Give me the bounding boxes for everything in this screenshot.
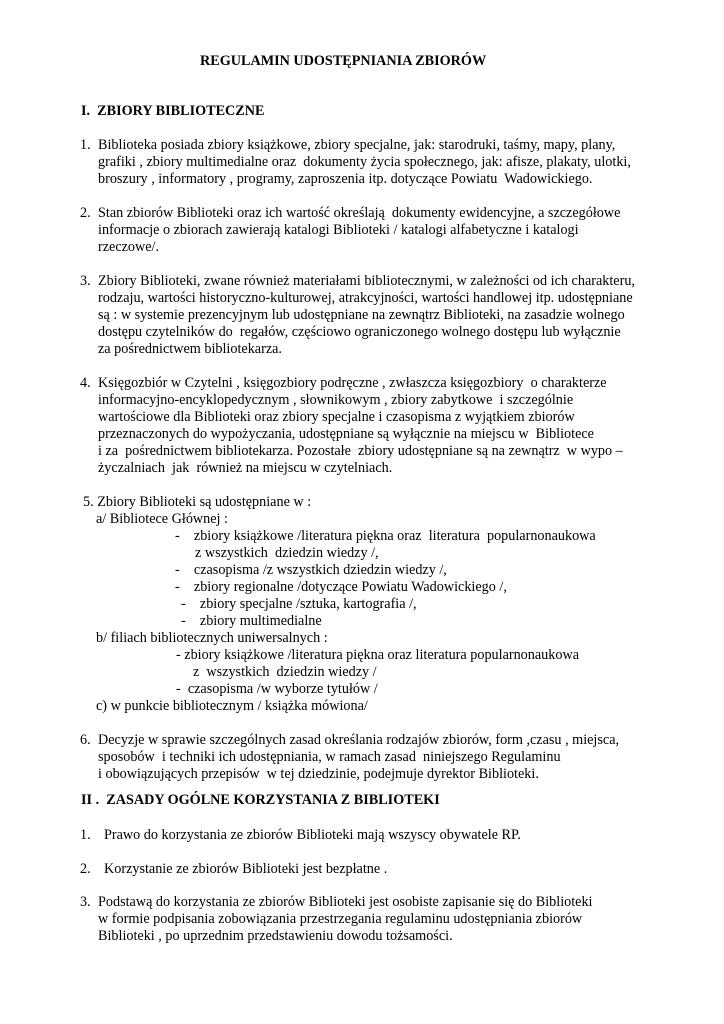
paragraph-line: życzalniach jak również na miejscu w czytelniach. <box>98 460 393 476</box>
page-title: REGULAMIN UDOSTĘPNIANIA ZBIORÓW <box>200 53 487 69</box>
sublist-item: - zbiory regionalne /dotyczące Powiatu Wadowickiego /, <box>175 579 507 595</box>
paragraph-line: i obowiązujących przepisów w tej dziedzinie, podejmuje dyrektor Biblioteki. <box>98 766 539 782</box>
section-heading: II . ZASADY OGÓLNE KORZYSTANIA Z BIBLIOTEKI <box>81 792 440 808</box>
paragraph-line: są : w systemie prezencyjnym lub udostępniane na zewnątrz Biblioteki, na zasadzie wolnego <box>98 307 625 323</box>
paragraph-line: informacyjno-encyklopedycznym , słownikowym , zbiory zabytkowe i szczególnie <box>98 392 574 408</box>
sublist-item: - zbiory książkowe /literatura piękna oraz literatura popularnonaukowa <box>176 647 579 663</box>
paragraph-line: rodzaju, wartości historyczno-kulturowej, atrakcyjności, wartości handlowej itp. udostępniane <box>98 290 633 306</box>
sublist-item: z wszystkich dziedzin wiedzy / <box>193 664 377 680</box>
paragraph-line: dostępu czytelników do regałów, częściowo ograniczonego wolnego dostępu lub wyłącznie <box>98 324 621 340</box>
paragraph-line: Biblioteka posiada zbiory książkowe, zbiory specjalne, jak: starodruki, taśmy, mapy, plany, <box>98 137 616 153</box>
list-number: 6. <box>80 732 91 748</box>
sublist-label: a/ Bibliotece Głównej : <box>96 511 228 527</box>
sublist-label: b/ filiach bibliotecznych uniwersalnych : <box>96 630 328 646</box>
paragraph-line: 5. Zbiory Biblioteki są udostępniane w : <box>83 494 312 510</box>
paragraph-line: w formie podpisania zobowiązania przestrzegania regulaminu udostępniania zbiorów <box>98 911 583 927</box>
paragraph-line: i za pośrednictwem bibliotekarza. Pozostałe zbiory udostępniane są na zewnątrz w wypo – <box>98 443 623 459</box>
list-number: 3. <box>80 273 91 289</box>
paragraph-line: Stan zbiorów Biblioteki oraz ich wartość określają dokumenty ewidencyjne, a szczegółowe <box>98 205 621 221</box>
sublist-item: - zbiory książkowe /literatura piękna oraz literatura popularnonaukowa <box>175 528 596 544</box>
list-number: 4. <box>80 375 91 391</box>
sublist-item: - czasopisma /w wyborze tytułów / <box>176 681 378 697</box>
paragraph-line: Biblioteki , po uprzednim przedstawieniu dowodu tożsamości. <box>98 928 453 944</box>
paragraph-line: Podstawą do korzystania ze zbiorów Biblioteki jest osobiste zapisanie się do Biblioteki <box>98 894 593 910</box>
list-number: 1. <box>80 137 91 153</box>
paragraph-line: Zbiory Biblioteki, zwane również materiałami bibliotecznymi, w zależności od ich charakteru, <box>98 273 635 289</box>
list-number: 1. <box>80 827 91 843</box>
paragraph-line: rzeczowe/. <box>98 239 160 255</box>
sublist-item: - zbiory multimedialne <box>181 613 322 629</box>
paragraph-line: Decyzje w sprawie szczególnych zasad określania rodzajów zbiorów, form ,czasu , miejsca, <box>98 732 620 748</box>
list-number: 3. <box>80 894 91 910</box>
paragraph-line: informacje o zbiorach zawierają katalogi Biblioteki / katalogi alfabetyczne i katalogi <box>98 222 579 238</box>
paragraph-line: wartościowe dla Biblioteki oraz zbiory specjalne i czasopisma z wyjątkiem zbiorów <box>98 409 575 425</box>
paragraph-line: za pośrednictwem bibliotekarza. <box>98 341 282 357</box>
list-number: 2. <box>80 205 91 221</box>
paragraph-line: przeznaczonych do wypożyczania, udostępniane są wyłącznie na miejscu w Bibliotece <box>98 426 594 442</box>
paragraph-line: Prawo do korzystania ze zbiorów Biblioteki mają wszyscy obywatele RP. <box>104 827 521 843</box>
paragraph-line: Korzystanie ze zbiorów Biblioteki jest bezpłatne . <box>104 861 388 877</box>
list-number: 2. <box>80 861 91 877</box>
paragraph-line: grafiki , zbiory multimedialne oraz dokumenty życia społecznego, jak: afisze, plakaty, ulotki, <box>98 154 631 170</box>
sublist-item: - zbiory specjalne /sztuka, kartografia /, <box>181 596 417 612</box>
section-heading: I. ZBIORY BIBLIOTECZNE <box>81 103 265 119</box>
paragraph-line: Księgozbiór w Czytelni , księgozbiory podręczne , zwłaszcza księgozbiory o charakterze <box>98 375 607 391</box>
sublist-label: c) w punkcie bibliotecznym / książka mówiona/ <box>96 698 368 714</box>
sublist-item: z wszystkich dziedzin wiedzy /, <box>195 545 379 561</box>
sublist-item: - czasopisma /z wszystkich dziedzin wiedzy /, <box>175 562 447 578</box>
paragraph-line: broszury , informatory , programy, zaproszenia itp. dotyczące Powiatu Wadowickiego. <box>98 171 593 187</box>
paragraph-line: sposobów i techniki ich udostępniania, w ramach zasad niniejszego Regulaminu <box>98 749 561 765</box>
